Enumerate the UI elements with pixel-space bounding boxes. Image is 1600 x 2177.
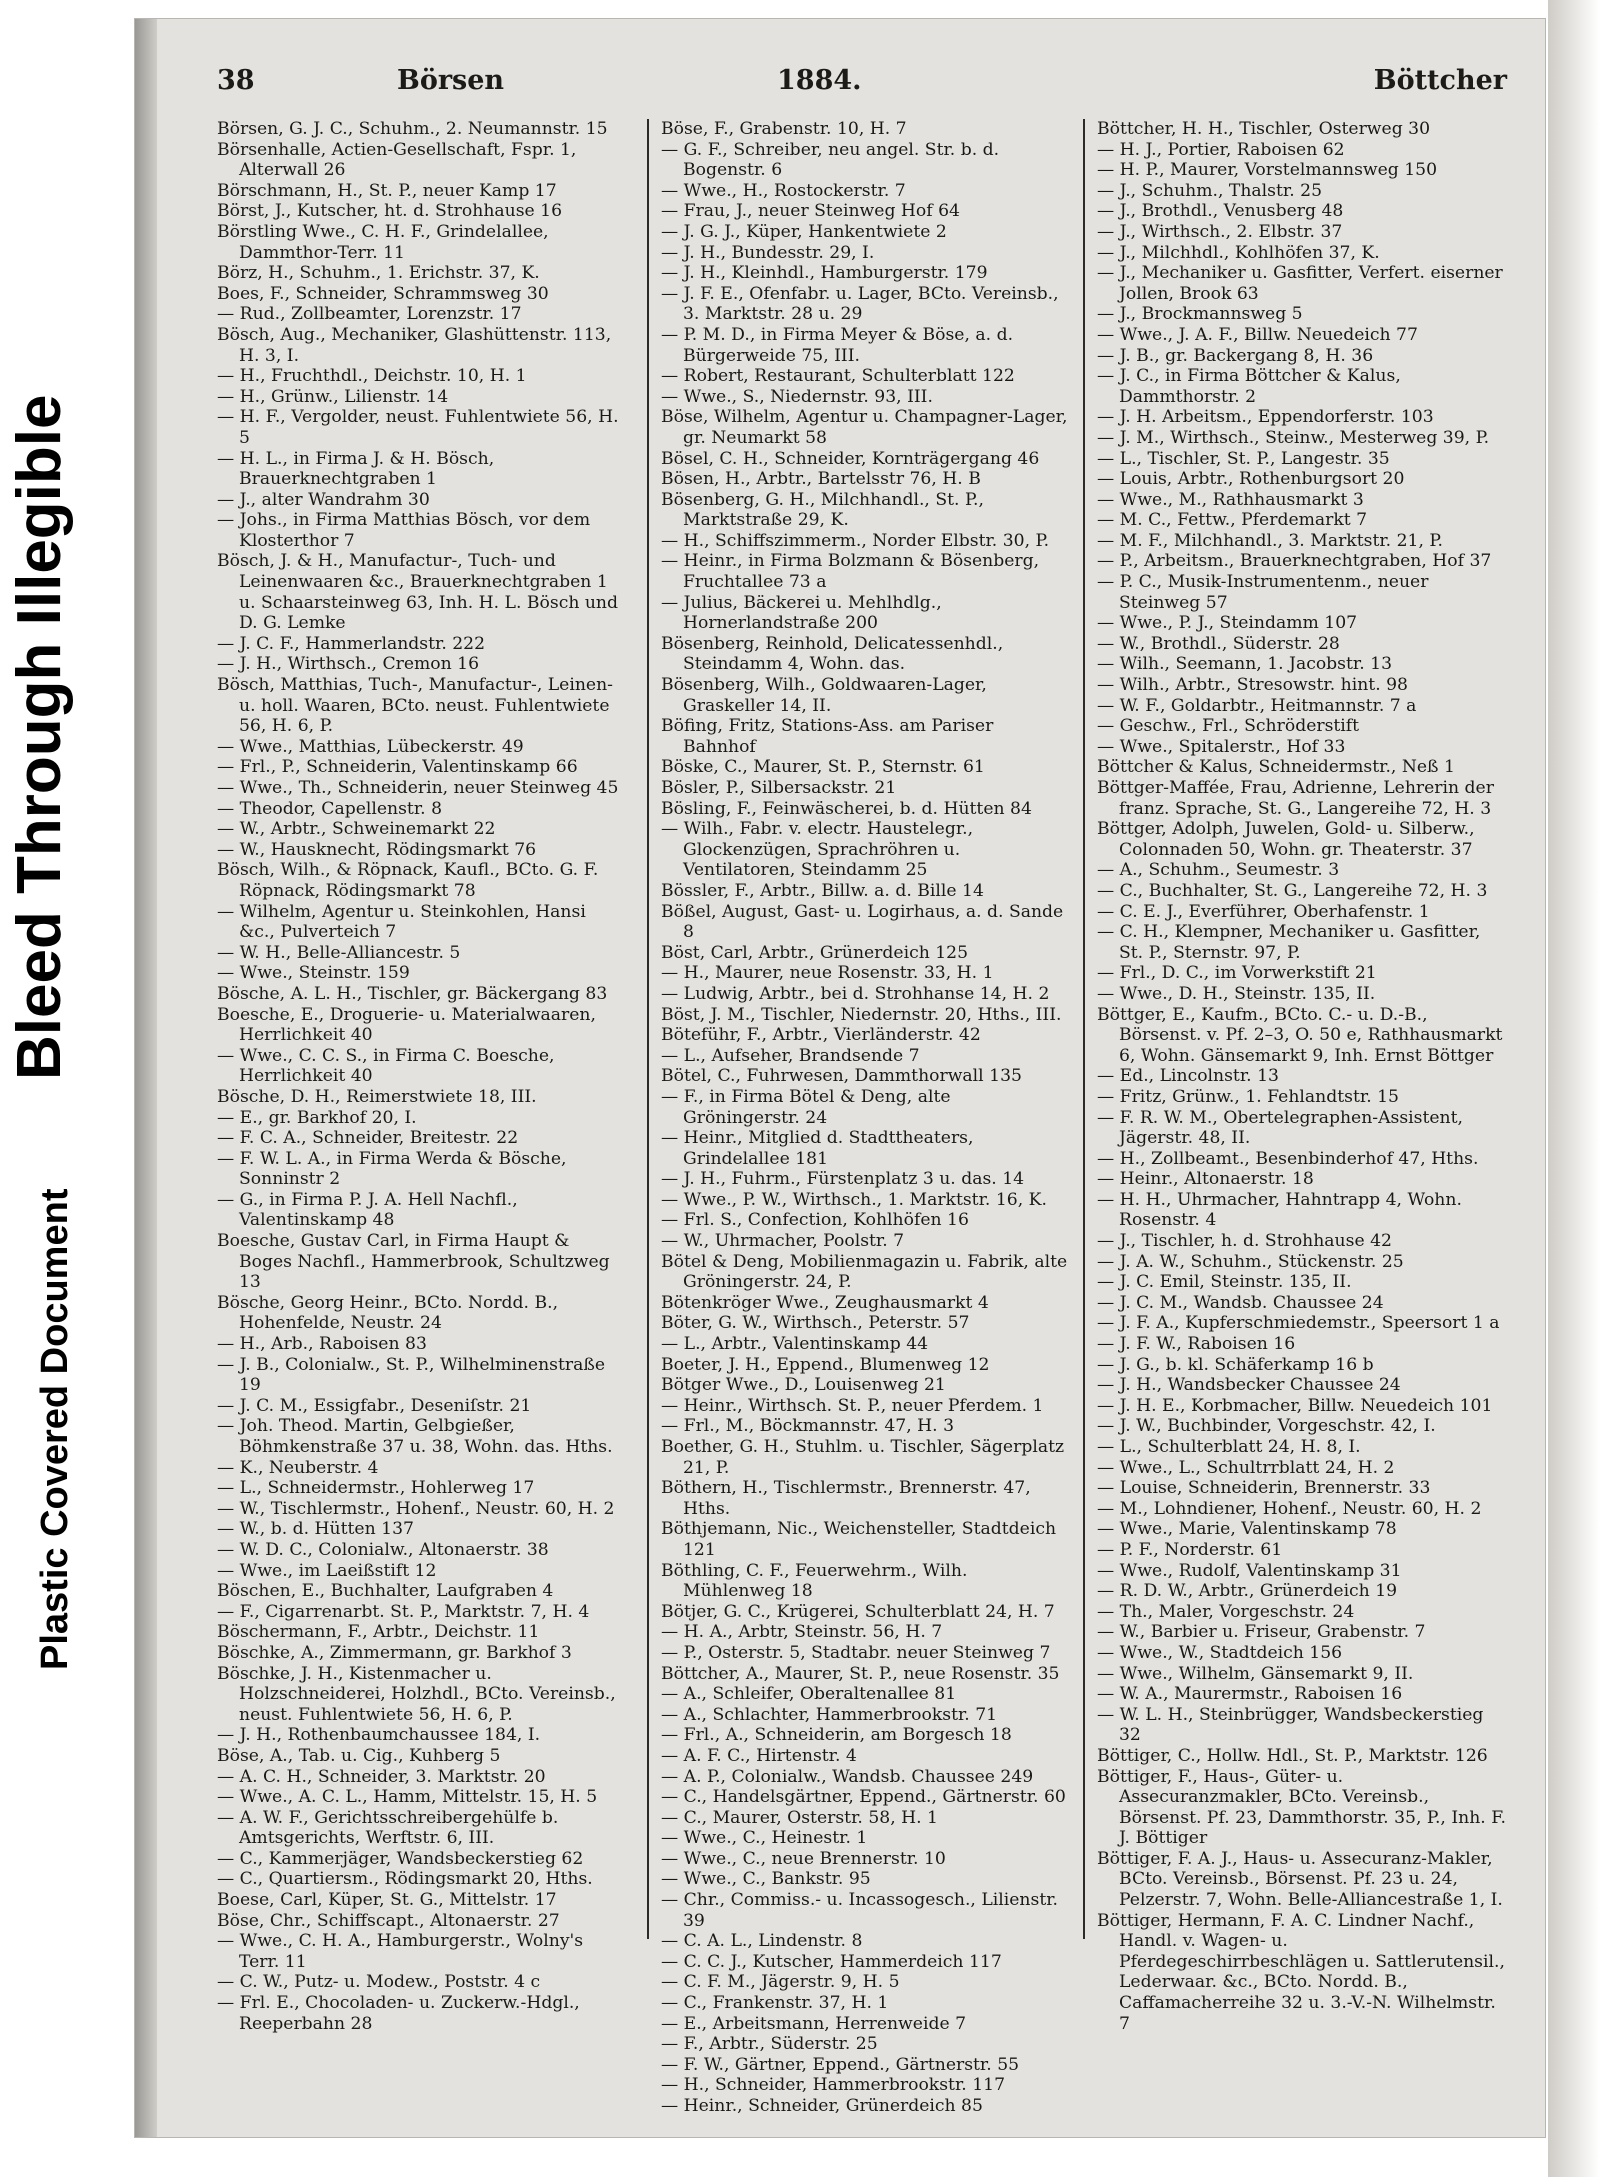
directory-entry: — H., Maurer, neue Rosenstr. 33, H. 1	[661, 963, 994, 984]
column-divider	[647, 119, 649, 1939]
directory-entry: Böthern, H., Tischlermstr., Brennerstr. 47, Hths.	[661, 1478, 1031, 1519]
directory-entry: — Wwe., H., Rostockerstr. 7	[661, 180, 906, 201]
directory-entry: — Wwe., M., Rathhausmarkt 3	[1097, 489, 1364, 510]
directory-entry: — Ludwig, Arbtr., bei d. Strohhanse 14, H. 2	[661, 983, 1050, 1004]
directory-entry: — W. H., Belle-Alliancestr. 5	[217, 942, 461, 963]
directory-entry: — P. F., Norderstr. 61	[1097, 1539, 1283, 1560]
directory-entry: Börstling Wwe., C. H. F., Grindelallee, Dammthor-Terr. 11	[217, 221, 549, 263]
directory-entry: — Wwe., Marie, Valentinskamp 78	[1097, 1519, 1397, 1540]
directory-entry: — H. A., Arbtr, Steinstr. 56, H. 7	[661, 1622, 943, 1643]
directory-entry: — C. A. L., Lindenstr. 8	[661, 1931, 863, 1952]
directory-entry: — Wwe., im Laeißstift 12	[217, 1560, 437, 1581]
directory-entry: — E., gr. Barkhof 20, I.	[217, 1107, 417, 1128]
directory-entry: Bösch, Wilh., & Röpnack, Kaufl., BCto. G. F. Röpnack, Rödingsmarkt 78	[217, 860, 599, 901]
directory-entry: — Frl., D. C., im Vorwerkstift 21	[1097, 963, 1377, 984]
directory-entry: — J. F. A., Kupferschmiedemstr., Speersort 1 a	[1097, 1313, 1500, 1334]
directory-entry: — H. F., Vergolder, neust. Fuhlentwiete 56, H. 5	[217, 407, 619, 448]
directory-entry: — A., Schuhm., Seumestr. 3	[1097, 860, 1340, 881]
directory-entry: — C., Maurer, Osterstr. 58, H. 1	[661, 1807, 938, 1828]
directory-entry: — F., Arbtr., Süderstr. 25	[661, 2034, 878, 2055]
directory-entry: — Heinr., Wirthsch. St. P., neuer Pferdem. 1	[661, 1395, 1044, 1416]
directory-entry: — W., Tischlermstr., Hohenf., Neustr. 60, H. 2	[217, 1498, 615, 1519]
directory-entry: Böttger, Adolph, Juwelen, Gold- u. Silberw., Colonnaden 50, Wohn. gr. Theaterstr. 37	[1097, 819, 1475, 860]
directory-entry: — G., in Firma P. J. A. Hell Nachfl., Valentinskamp 48	[217, 1189, 518, 1231]
directory-entry: — H. L., in Firma J. & H. Bösch, Brauerknechtgraben 1	[217, 448, 495, 490]
directory-entry: — J. H., Rothenbaumchaussee 184, I.	[217, 1725, 541, 1746]
directory-entry: — C. C. J., Kutscher, Hammerdeich 117	[661, 1951, 1002, 1972]
directory-entry: Böthjemann, Nic., Weichensteller, Stadtdeich 121	[661, 1519, 1057, 1560]
directory-entry: — Wwe., C. H. A., Hamburgerstr., Wolny's Terr. 11	[217, 1931, 584, 1972]
header-year: 1884.	[777, 65, 862, 96]
directory-entry: — Robert, Restaurant, Schulterblatt 122	[661, 366, 1015, 387]
directory-entry: — C. W., Putz- u. Modew., Poststr. 4 c	[217, 1972, 541, 1993]
directory-entry: Börst, J., Kutscher, ht. d. Strohhause 16	[217, 201, 563, 222]
directory-entry: Bösch, Aug., Mechaniker, Glashüttenstr. 113, H. 3, I.	[217, 324, 612, 366]
directory-entry: — J., Schuhm., Thalstr. 25	[1097, 180, 1323, 201]
directory-entry: — J., Tischler, h. d. Strohhause 42	[1097, 1231, 1392, 1252]
directory-entry: — J. H., Bundesstr. 29, I.	[661, 242, 875, 263]
directory-entry: Bösche, Georg Heinr., BCto. Nordd. B., Hohenfelde, Neustr. 24	[217, 1292, 559, 1334]
directory-entry: — F. R. W. M., Obertelegraphen-Assistent, Jägerstr. 48, II.	[1097, 1107, 1463, 1149]
directory-entry: — J., Mechaniker u. Gasfitter, Verfert. eiserner Jollen, Brook 63	[1097, 263, 1503, 304]
directory-entry: — W. F., Goldarbtr., Heitmannstr. 7 a	[1097, 695, 1417, 716]
directory-entry: — H., Schiffszimmerm., Norder Elbstr. 30, P.	[661, 530, 1050, 551]
directory-entry: — C. H., Klempner, Mechaniker u. Gasfitter, St. P., Sternstr. 97, P.	[1097, 922, 1481, 963]
directory-entry: — Rud., Zollbeamter, Lorenzstr. 17	[217, 304, 522, 325]
directory-entry: — J. B., gr. Backergang 8, H. 36	[1097, 345, 1374, 366]
directory-entry: — Wwe., C. C. S., in Firma C. Boesche, Herrlichkeit 40	[217, 1045, 555, 1087]
directory-entry: — Frl., M., Böckmannstr. 47, H. 3	[661, 1416, 955, 1437]
sidebar-labels	[0, 0, 128, 2177]
directory-entry: — J. C., in Firma Böttcher & Kalus, Dammthorstr. 2	[1097, 366, 1401, 407]
directory-entry: Böttger, E., Kaufm., BCto. C.- u. D.-B., Börsenst. v. Pf. 2–3, O. 50 e, Rathhausmarkt 6, Wohn. Gänsemarkt 9, Inh. Ernst Böttger	[1097, 1004, 1503, 1066]
directory-entry: — Wwe., C., Heinestr. 1	[661, 1828, 868, 1849]
directory-entry: Böttger-Maffée, Frau, Adrienne, Lehrerin der franz. Sprache, St. G., Langereihe 72, H. 3	[1097, 778, 1494, 819]
directory-entry: Böttcher & Kalus, Schneidermstr., Neß 1	[1097, 757, 1455, 778]
directory-entry: — Louis, Arbtr., Rothenburgsort 20	[1097, 469, 1405, 490]
directory-entry: — C. F. M., Jägerstr. 9, H. 5	[661, 1972, 900, 1993]
directory-entry: Böttiger, F., Haus-, Güter- u. Assecuranzmakler, BCto. Vereinsb., Börsenst. Pf. 23, Dammthorstr. 35, P., Inh. F. J. Böttiger	[1097, 1766, 1506, 1849]
directory-entry: — Wwe., W., Stadtdeich 156	[1097, 1642, 1343, 1663]
directory-entry: — J. C. Emil, Steinstr. 135, II.	[1097, 1272, 1352, 1293]
directory-entry: — H., Arb., Raboisen 83	[217, 1334, 427, 1355]
directory-entry: — A., Schlachter, Hammerbrookstr. 71	[661, 1704, 998, 1725]
header-left-keyword: Börsen	[397, 65, 505, 96]
directory-entry: — H. P., Maurer, Vorstelmannsweg 150	[1097, 160, 1438, 181]
directory-entry: — Geschw., Frl., Schröderstift	[1097, 716, 1360, 737]
directory-entry: — P. C., Musik-Instrumentenm., neuer Steinweg 57	[1097, 572, 1429, 613]
directory-entry: — F. C. A., Schneider, Breitestr. 22	[217, 1128, 519, 1149]
directory-entry: — P., Arbeitsm., Brauerknechtgraben, Hof 37	[1097, 551, 1492, 572]
directory-entry: Bösch, Matthias, Tuch-, Manufactur-, Leinen- u. holl. Waaren, BCto. neust. Fuhlentwiete 56, H. 6, P.	[217, 675, 613, 737]
directory-entry: — J. H., Kleinhdl., Hamburgerstr. 179	[661, 263, 988, 284]
directory-entry: — J., Brothdl., Venusberg 48	[1097, 201, 1344, 222]
directory-entry: — J., Brockmannsweg 5	[1097, 304, 1303, 325]
directory-entry: — J. C. F., Hammerlandstr. 222	[217, 633, 486, 654]
directory-entry: — Wwe., Wilhelm, Gänsemarkt 9, II.	[1097, 1663, 1414, 1684]
directory-entry: Bösche, A. L. H., Tischler, gr. Bäckergang 83	[217, 983, 608, 1004]
directory-entry: Böttiger, F. A. J., Haus- u. Assecuranz-Makler, BCto. Vereinsb., Börsenst. Pf. 23 u. 24, Pelzerstr. 7, Wohn. Belle-Alliancestraße 1, I.	[1097, 1848, 1503, 1911]
directory-entry: Boesche, Gustav Carl, in Firma Haupt & Boges Nachfl., Hammerbrook, Schultzweg 13	[217, 1231, 610, 1293]
directory-entry: — W. A., Maurermstr., Raboisen 16	[1097, 1684, 1403, 1705]
directory-entry: Bösenberg, G. H., Milchhandl., St. P., Marktstraße 29, K.	[661, 489, 984, 531]
scanned-page	[134, 18, 1546, 2138]
header-right-keyword: Böttcher	[1373, 65, 1507, 96]
directory-entry: — Joh. Theod. Martin, Gelbgießer, Böhmkenstraße 37 u. 38, Wohn. das. Hths.	[217, 1416, 613, 1457]
directory-entry: — Heinr., Altonaerstr. 18	[1097, 1169, 1314, 1190]
directory-entry: — C., Quartiersm., Rödingsmarkt 20, Hths.	[217, 1869, 593, 1890]
directory-entry: — W. L. H., Steinbrügger, Wandsbeckerstieg 32	[1097, 1704, 1484, 1746]
directory-entry: Boes, F., Schneider, Schrammsweg 30	[217, 283, 549, 304]
directory-entry: — J. C. M., Essigfabr., Deseniſstr. 21	[217, 1395, 532, 1416]
directory-entry: Böschermann, F., Arbtr., Deichstr. 11	[217, 1622, 540, 1643]
directory-entry: — W., Arbtr., Schweinemarkt 22	[217, 819, 496, 840]
directory-entry: — H., Schneider, Hammerbrookstr. 117	[661, 2075, 1005, 2096]
directory-entry: — W., b. d. Hütten 137	[217, 1519, 414, 1540]
directory-entry: — J. H., Fuhrm., Fürstenplatz 3 u. das. 14	[661, 1169, 1025, 1190]
directory-entry: — A., Schleifer, Oberaltenallee 81	[661, 1684, 957, 1705]
directory-entry: Bösenberg, Reinhold, Delicatessenhdl., Steindamm 4, Wohn. das.	[661, 633, 1004, 675]
directory-entry: — A. W. F., Gerichtsschreibergehülfe b. Amtsgerichts, Werftstr. 6, III.	[217, 1807, 559, 1849]
directory-entry: Boether, G. H., Stuhlm. u. Tischler, Sägerplatz 21, P.	[661, 1437, 1065, 1478]
directory-entry: — J., Wirthsch., 2. Elbstr. 37	[1097, 221, 1343, 242]
directory-entry: — Wwe., A. C. L., Hamm, Mittelstr. 15, H. 5	[217, 1787, 598, 1808]
directory-entry: — Wwe., P. W., Wirthsch., 1. Marktstr. 16, K.	[661, 1189, 1047, 1210]
directory-entry: Bösling, F., Feinwäscherei, b. d. Hütten 84	[661, 798, 1032, 819]
directory-entry: Bößel, August, Gast- u. Logirhaus, a. d. Sande 8	[661, 901, 1064, 943]
directory-entry: — J. C. M., Wandsb. Chaussee 24	[1097, 1292, 1384, 1313]
directory-entry: — J. F. W., Raboisen 16	[1097, 1334, 1296, 1355]
directory-entry: — Wwe., Matthias, Lübeckerstr. 49	[217, 736, 524, 757]
directory-entry: — J. G., b. kl. Schäferkamp 16 b	[1097, 1354, 1374, 1375]
directory-entry: — Wwe., Spitalerstr., Hof 33	[1097, 736, 1346, 757]
directory-entry: — Th., Maler, Vorgeschstr. 24	[1097, 1601, 1355, 1622]
directory-entry: — A. F. C., Hirtenstr. 4	[661, 1745, 857, 1766]
directory-entry: — H., Grünw., Lilienstr. 14	[217, 386, 449, 407]
directory-column-2	[661, 119, 1071, 2117]
directory-entry: Böschke, A., Zimmermann, gr. Barkhof 3	[217, 1642, 572, 1663]
directory-entry: Böse, Chr., Schiffscapt., Altonaerstr. 27	[217, 1910, 560, 1931]
directory-entry: — K., Neuberstr. 4	[217, 1457, 379, 1478]
directory-entry: — J. B., Colonialw., St. P., Wilhelminenstraße 19	[217, 1354, 605, 1396]
directory-entry: Boese, Carl, Küper, St. G., Mittelstr. 17	[217, 1890, 557, 1911]
directory-entry: — E., Arbeitsmann, Herrenweide 7	[661, 2013, 967, 2034]
directory-entry: — M. C., Fettw., Pferdemarkt 7	[1097, 510, 1368, 531]
plastic-covered-label: Plastic Covered Document	[34, 1188, 76, 1670]
page-gutter	[135, 19, 157, 2137]
directory-entry: — L., Arbtr., Valentinskamp 44	[661, 1334, 929, 1355]
directory-entry: — Wwe., D. H., Steinstr. 135, II.	[1097, 983, 1376, 1004]
directory-entry: — Frl. E., Chocoladen- u. Zuckerw.-Hdgl., Reeperbahn 28	[217, 1993, 580, 2034]
directory-entry: — L., Tischler, St. P., Langestr. 35	[1097, 448, 1390, 469]
directory-entry: — L., Schulterblatt 24, H. 8, I.	[1097, 1437, 1361, 1457]
directory-entry: — Wilh., Fabr. v. electr. Haustelegr., Glockenzügen, Sprachröhren u. Ventilatoren, Steindamm 25	[661, 819, 974, 881]
page-edge-shadow	[1548, 0, 1600, 2177]
directory-entry: Böst, J. M., Tischler, Niedernstr. 20, Hths., III.	[661, 1004, 1062, 1025]
directory-entry: — H., Zollbeamt., Besenbinderhof 47, Hths.	[1097, 1148, 1479, 1169]
directory-entry: — Ed., Lincolnstr. 13	[1097, 1066, 1279, 1087]
directory-entry: — M. F., Milchhandl., 3. Marktstr. 21, P.	[1097, 530, 1443, 551]
directory-entry: Böfing, Fritz, Stations-Ass. am Pariser Bahnhof	[661, 716, 994, 757]
directory-entry: — R. D. W., Arbtr., Grünerdeich 19	[1097, 1581, 1398, 1602]
directory-entry: Böttiger, Hermann, F. A. C. Lindner Nachf., Handl. v. Wagen- u. Pferdegeschirrbeschlägen u. Sattlerutensil., Lederwaar. &c., BCto. Nordd. B., Caffamacherreihe 32 u. 3.-V.-N. Wilhelmstr. 7	[1097, 1910, 1505, 2034]
directory-entry: — F., Cigarrenarbt. St. P., Marktstr. 7, H. 4	[217, 1601, 590, 1622]
directory-entry: — Wwe., C., neue Brennerstr. 10	[661, 1848, 946, 1869]
directory-entry: Böske, C., Maurer, St. P., Sternstr. 61	[661, 757, 985, 778]
directory-entry: — Wwe., S., Niedernstr. 93, III.	[661, 386, 933, 407]
directory-entry: — F. W., Gärtner, Eppend., Gärtnerstr. 55	[661, 2054, 1020, 2075]
directory-entry: — C., Frankenstr. 37, H. 1	[661, 1993, 889, 2014]
directory-entry: — J. M., Wirthsch., Steinw., Mesterweg 39, P.	[1097, 427, 1490, 448]
directory-entry: — Wwe., L., Schultrrblatt 24, H. 2	[1097, 1457, 1395, 1478]
directory-entry: Böschen, E., Buchhalter, Laufgraben 4	[217, 1581, 554, 1602]
bleed-through-label: Bleed Through Illegible	[5, 394, 74, 1080]
directory-entry: — L., Schneidermstr., Hohlerweg 17	[217, 1478, 535, 1499]
directory-entry: — Chr., Commiss.- u. Incassogesch., Lilienstr. 39	[661, 1890, 1059, 1931]
directory-entry: — Wilhelm, Agentur u. Steinkohlen, Hansi &c., Pulverteich 7	[217, 901, 586, 943]
directory-entry: — F. W. L. A., in Firma Werda & Bösche, Sonninstr 2	[217, 1148, 567, 1190]
directory-entry: — L., Aufseher, Brandsende 7	[661, 1045, 920, 1066]
directory-entry: — J. H. Arbeitsm., Eppendorferstr. 103	[1097, 407, 1434, 428]
directory-entry: — Theodor, Capellenstr. 8	[217, 798, 443, 819]
directory-entry: — Frau, J., neuer Steinweg Hof 64	[661, 201, 960, 222]
directory-entry: — Frl. S., Confection, Kohlhöfen 16	[661, 1210, 969, 1231]
directory-entry: Böter, G. W., Wirthsch., Peterstr. 57	[661, 1313, 970, 1334]
directory-entry: Böteführ, F., Arbtr., Vierländerstr. 42	[661, 1025, 981, 1046]
directory-entry: — J. A. W., Schuhm., Stückenstr. 25	[1097, 1251, 1404, 1272]
directory-entry: Bötjer, G. C., Krügerei, Schulterblatt 24, H. 7	[661, 1601, 1055, 1622]
directory-entry: Bösche, D. H., Reimerstwiete 18, III.	[217, 1086, 537, 1107]
directory-entry: — J. H. E., Korbmacher, Billw. Neuedeich 101	[1097, 1395, 1493, 1416]
directory-entry: — W., Uhrmacher, Poolstr. 7	[661, 1231, 905, 1252]
directory-entry: Bötger Wwe., D., Louisenweg 21	[661, 1375, 946, 1396]
page-header	[217, 65, 1507, 105]
directory-entry: — J. F. E., Ofenfabr. u. Lager, BCto. Vereinsb., 3. Marktstr. 28 u. 29	[661, 283, 1059, 325]
directory-entry: Bösenberg, Wilh., Goldwaaren-Lager, Graskeller 14, II.	[661, 675, 987, 716]
directory-entry: Böschke, J. H., Kistenmacher u. Holzschneiderei, Holzhdl., BCto. Vereinsb., neust. Fuhlentwiete 56, H. 6, P.	[217, 1663, 616, 1725]
directory-entry: — Julius, Bäckerei u. Mehlhdlg., Hornerlandstraße 200	[661, 592, 942, 634]
directory-entry: — Heinr., Schneider, Grünerdeich 85	[661, 2096, 983, 2116]
directory-entry: — J. G. J., Küper, Hankentwiete 2	[661, 221, 947, 242]
directory-entry: — W., Brothdl., Süderstr. 28	[1097, 633, 1340, 654]
directory-entry: — W., Barbier u. Friseur, Grabenstr. 7	[1097, 1622, 1426, 1643]
directory-entry: — A. P., Colonialw., Wandsb. Chaussee 249	[661, 1766, 1034, 1787]
directory-entry: — C. E. J., Everführer, Oberhafenstr. 1	[1097, 901, 1430, 922]
directory-entry: Bötel & Deng, Mobilienmagazin u. Fabrik, alte Gröningerstr. 24, P.	[661, 1251, 1068, 1293]
directory-entry: — Wwe., Steinstr. 159	[217, 963, 410, 984]
directory-entry: — J., Milchhdl., Kohlhöfen 37, K.	[1097, 242, 1380, 263]
directory-column-1	[217, 119, 627, 2034]
directory-entry: — Wwe., Th., Schneiderin, neuer Steinweg 45	[217, 778, 619, 798]
directory-entry: Bösch, J. & H., Manufactur-, Tuch- und Leinenwaaren &c., Brauerknechtgraben 1 u. Schaarsteinweg 63, Inh. H. L. Bösch und D. G. Lemke	[217, 551, 618, 634]
directory-entry: Böttcher, H. H., Tischler, Osterweg 30	[1097, 119, 1431, 139]
directory-entry: — J., alter Wandrahm 30	[217, 489, 430, 510]
directory-entry: — Louise, Schneiderin, Brennerstr. 33	[1097, 1478, 1431, 1499]
directory-entry: — A. C. H., Schneider, 3. Marktstr. 20	[217, 1766, 546, 1787]
directory-entry: — M., Lohndiener, Hohenf., Neustr. 60, H. 2	[1097, 1498, 1482, 1519]
directory-entry: Boesche, E., Droguerie- u. Materialwaaren, Herrlichkeit 40	[217, 1004, 596, 1046]
page-number: 38	[217, 65, 255, 96]
directory-entry: — Wwe., J. A. F., Billw. Neuedeich 77	[1097, 324, 1418, 345]
directory-entry: — C., Handelsgärtner, Eppend., Gärtnerstr. 60	[661, 1787, 1066, 1808]
directory-entry: Bötenkröger Wwe., Zeughausmarkt 4	[661, 1292, 989, 1313]
directory-entry: Böst, Carl, Arbtr., Grünerdeich 125	[661, 942, 969, 963]
directory-entry: Bötel, C., Fuhrwesen, Dammthorwall 135	[661, 1066, 1022, 1087]
directory-entry: — Heinr., Mitglied d. Stadttheaters, Grindelallee 181	[661, 1128, 974, 1169]
directory-entry: — Wilh., Arbtr., Stresowstr. hint. 98	[1097, 675, 1408, 696]
directory-entry: Boeter, J. H., Eppend., Blumenweg 12	[661, 1354, 990, 1375]
directory-entry: Börsenhalle, Actien-Gesellschaft, Fspr. 1, Alterwall 26	[217, 139, 577, 181]
directory-entry: — Wwe., P. J., Steindamm 107	[1097, 613, 1358, 634]
directory-entry: — H. J., Portier, Raboisen 62	[1097, 139, 1345, 160]
directory-entry: — Wwe., Rudolf, Valentinskamp 31	[1097, 1560, 1402, 1581]
directory-entry: Böse, F., Grabenstr. 10, H. 7	[661, 119, 907, 139]
directory-entry: — Frl., P., Schneiderin, Valentinskamp 66	[217, 757, 578, 778]
directory-entry: — G. F., Schreiber, neu angel. Str. b. d. Bogenstr. 6	[661, 139, 1000, 181]
directory-entry: — W., Hausknecht, Rödingsmarkt 76	[217, 839, 537, 860]
directory-entry: — J. H., Wirthsch., Cremon 16	[217, 654, 480, 675]
directory-entry: — Frl., A., Schneiderin, am Borgesch 18	[661, 1725, 1012, 1746]
directory-entry: Böttcher, A., Maurer, St. P., neue Rosenstr. 35	[661, 1663, 1060, 1684]
directory-entry: Böttiger, C., Hollw. Hdl., St. P., Marktstr. 126	[1097, 1745, 1488, 1766]
directory-entry: — W. D. C., Colonialw., Altonaerstr. 38	[217, 1539, 549, 1560]
directory-entry: — C., Kammerjäger, Wandsbeckerstieg 62	[217, 1848, 584, 1869]
directory-entry: — H. H., Uhrmacher, Hahntrapp 4, Wohn. Rosenstr. 4	[1097, 1189, 1462, 1231]
directory-entry: — Wilh., Seemann, 1. Jacobstr. 13	[1097, 654, 1393, 675]
directory-entry: — J. W., Buchbinder, Vorgeschstr. 42, I.	[1097, 1416, 1436, 1437]
directory-entry: Börz, H., Schuhm., 1. Erichstr. 37, K.	[217, 263, 540, 284]
directory-entry: — Wwe., C., Bankstr. 95	[661, 1869, 871, 1890]
directory-column-3	[1097, 119, 1507, 2034]
directory-entry: — F., in Firma Bötel & Deng, alte Gröningerstr. 24	[661, 1086, 951, 1128]
directory-entry: Böse, Wilhelm, Agentur u. Champagner-Lager, gr. Neumarkt 58	[661, 407, 1068, 448]
directory-entry: — C., Buchhalter, St. G., Langereihe 72, H. 3	[1097, 880, 1488, 901]
directory-entry: Börsen, G. J. C., Schuhm., 2. Neumannstr. 15	[217, 119, 608, 139]
directory-entry: — Heinr., in Firma Bolzmann & Bösenberg, Fruchtallee 73 a	[661, 551, 1040, 593]
directory-entry: — J. H., Wandsbecker Chaussee 24	[1097, 1375, 1401, 1396]
directory-entry: Bösel, C. H., Schneider, Kornträgergang 46	[661, 448, 1040, 469]
directory-entry: — P. M. D., in Firma Meyer & Böse, a. d. Bürgerweide 75, III.	[661, 324, 1014, 366]
directory-entry: Börschmann, H., St. P., neuer Kamp 17	[217, 180, 557, 201]
directory-entry: Böthling, C. F., Feuerwehrm., Wilh. Mühlenweg 18	[661, 1560, 968, 1602]
directory-entry: — Johs., in Firma Matthias Bösch, vor dem Klosterthor 7	[217, 510, 591, 551]
directory-entry: — Fritz, Grünw., 1. Fehlandtstr. 15	[1097, 1086, 1399, 1107]
directory-entry: Bösen, H., Arbtr., Bartelsstr 76, H. B	[661, 469, 981, 490]
directory-entry: Bösler, P., Silbersackstr. 21	[661, 778, 897, 798]
column-divider	[1083, 119, 1085, 1939]
directory-entry: — P., Osterstr. 5, Stadtabr. neuer Steinweg 7	[661, 1642, 1051, 1663]
directory-entry: — H., Fruchthdl., Deichstr. 10, H. 1	[217, 366, 527, 387]
directory-entry: Böse, A., Tab. u. Cig., Kuhberg 5	[217, 1745, 501, 1766]
directory-entry: Bössler, F., Arbtr., Billw. a. d. Bille 14	[661, 880, 984, 901]
